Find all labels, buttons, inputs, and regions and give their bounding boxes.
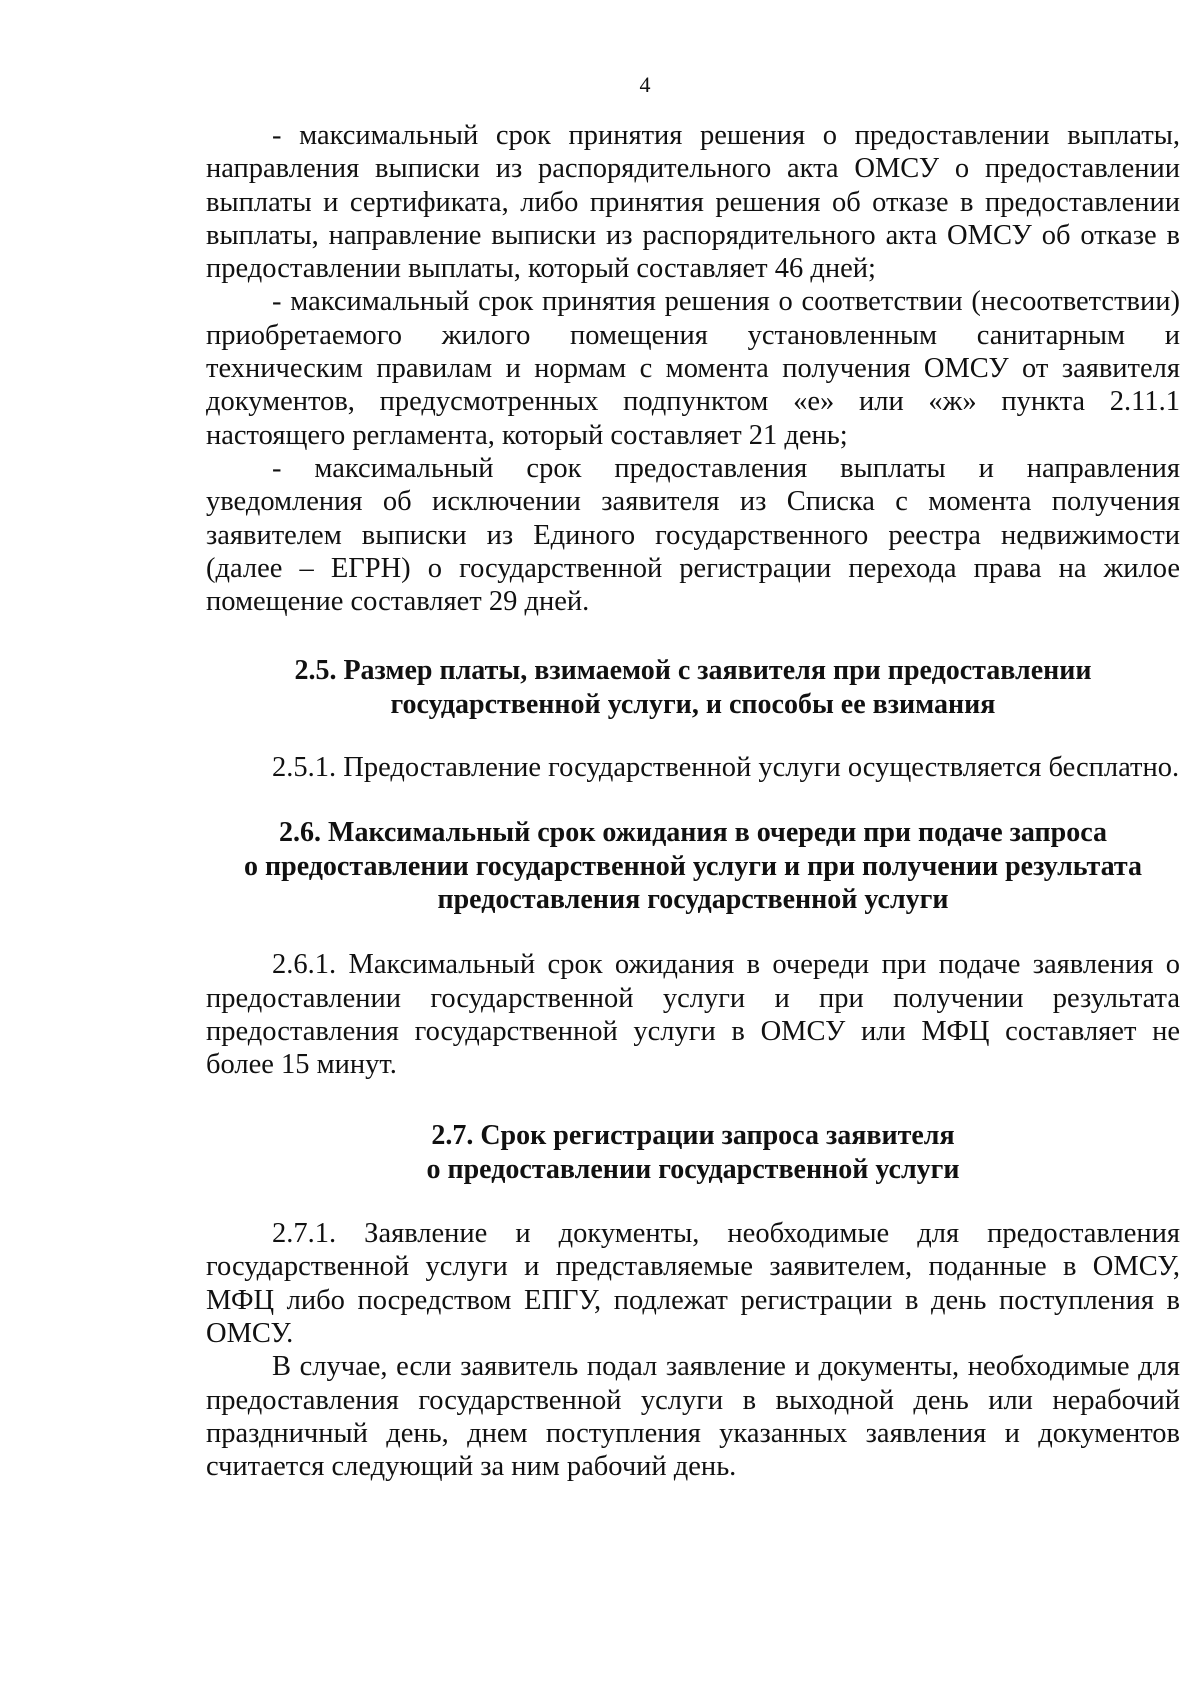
section-heading-2-6-line2: о предоставлении государственной услуги и при получении результата [244, 850, 1142, 882]
section-heading-2-6-line1: 2.6. Максимальный срок ожидания в очереди при подаче запроса [279, 817, 1107, 849]
section-heading-2-6 [206, 816, 1180, 916]
paragraph-payment-term: - максимальный срок предоставления выплаты и направления уведомления об исключении заявителя из Списка с момента получения заявителем выписки из Единого государственного реестра недвижимости (далее – ЕГРН) о государственной регистрации перехода права на жилое помещение составляет 29 дней. [206, 452, 1180, 618]
section-heading-2-6-line3: предоставления государственной услуги [437, 883, 949, 915]
paragraph-2-6-1: 2.6.1. Максимальный срок ожидания в очереди при подаче заявления о предоставлении государственной услуги и при получении результата предоставления государственной услуги в ОМСУ или МФЦ составляет не более 15 минут. [206, 949, 1180, 1081]
section-heading-2-7 [206, 1119, 1180, 1186]
page-number: 4 [639, 72, 651, 97]
paragraph-housing-compliance-term: - максимальный срок принятия решения о соответствии (несоответствии) приобретаемого жилого помещения установленным санитарным и техническим правилам и нормам с момента получения ОМСУ от заявителя документов, предусмотренных подпунктом «е» или «ж» пункта 2.11.1 настоящего регламента, который составляет 21 день; [206, 286, 1180, 451]
paragraph-decision-term: - максимальный срок принятия решения о предоставлении выплаты, направления выписки из распорядительного акта ОМСУ о предоставлении выплаты и сертификата, либо принятия решения об отказе в предоставлении выплаты, направление выписки из распорядительного акта ОМСУ об отказе в предоставлении выплаты, который составляет 46 дней; [206, 120, 1180, 285]
section-heading-2-5-line1: 2.5. Размер платы, взимаемой с заявителя при предоставлении [294, 655, 1092, 687]
section-heading-2-7-line2: о предоставлении государственной услуги [426, 1153, 960, 1185]
paragraph-2-5-1: 2.5.1. Предоставление государственной услуги осуществляется бесплатно. [272, 752, 1180, 784]
paragraph-2-7-weekend: В случае, если заявитель подал заявление и документы, необходимые для предоставления государственной услуги в выходной день или нерабочий праздничный день, днем поступления указанных заявления и документов считается следующий за ним рабочий день. [206, 1351, 1180, 1483]
paragraph-2-7-1: 2.7.1. Заявление и документы, необходимые для предоставления государственной услуги и представляемые заявителем, поданные в ОМСУ, МФЦ либо посредством ЕПГУ, подлежат регистрации в день поступления в ОМСУ. [206, 1218, 1180, 1349]
section-heading-2-5 [206, 654, 1180, 721]
document-body [206, 119, 1180, 1483]
section-heading-2-5-line2: государственной услуги, и способы ее взимания [390, 688, 996, 720]
section-heading-2-7-line1: 2.7. Срок регистрации запроса заявителя [431, 1120, 955, 1152]
